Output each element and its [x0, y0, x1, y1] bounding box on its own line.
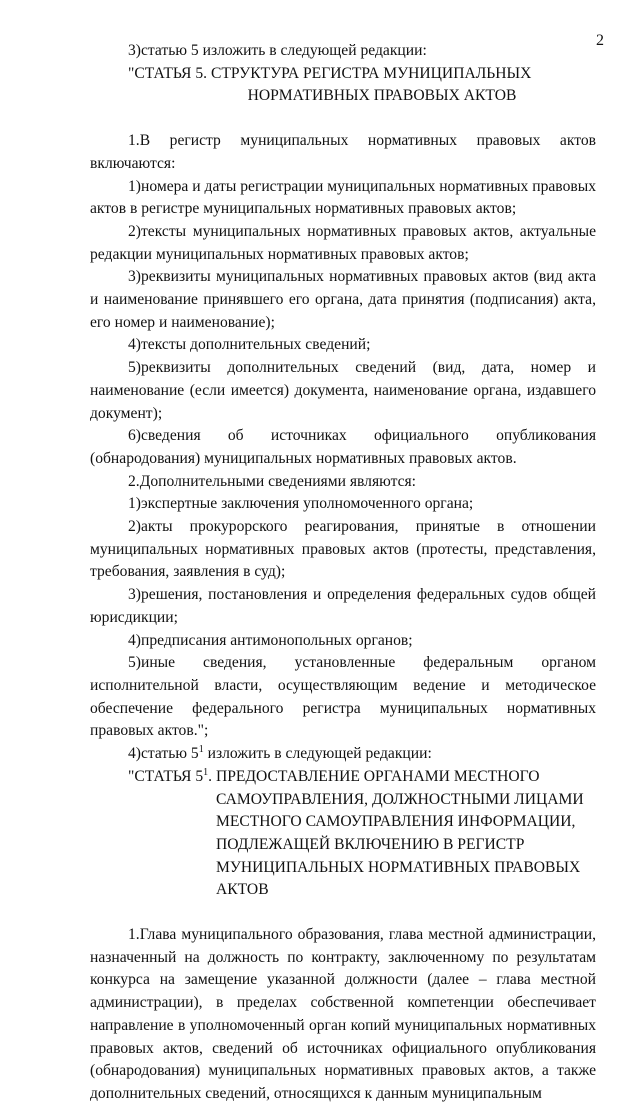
paragraph: 3)реквизиты муниципальных нормативных правовых актов (вид акта и наименование принявшего его органа, дата принятия (подписания) акта, его номер и наименование);	[90, 268, 596, 331]
article51-title-line: МУНИЦИПАЛЬНЫХ НОРМАТИВНЫХ ПРАВОВЫХ	[215, 858, 581, 876]
article51-title	[90, 766, 596, 902]
spacer	[90, 108, 596, 130]
item4-intro-sup: 1	[198, 743, 204, 755]
article51-lead-text: "СТАТЬЯ 5	[128, 767, 204, 785]
article51-title-line: МЕСТНОГО САМОУПРАВЛЕНИЯ ИНФОРМАЦИИ,	[215, 813, 576, 831]
item4-intro	[90, 743, 596, 766]
article5-title-line1: "СТАТЬЯ 5. СТРУКТУРА РЕГИСТРА МУНИЦИПАЛЬНЫХ	[128, 64, 532, 82]
paragraph: 4)тексты дополнительных сведений;	[128, 336, 371, 354]
document-body	[90, 40, 596, 1106]
spacer	[90, 902, 596, 924]
article5-title	[90, 63, 596, 108]
article51-title-lines	[216, 766, 584, 902]
article51-title-line: ПРЕДОСТАВЛЕНИЕ ОРГАНАМИ МЕСТНОГО	[215, 767, 540, 785]
article51-title-line: АКТОВ	[215, 881, 269, 899]
article51-lead	[128, 766, 216, 902]
paragraph: 2)тексты муниципальных нормативных правовых актов, актуальные редакции муниципальных нормативных правовых актов;	[90, 222, 596, 263]
paragraph: 1)номера и даты регистрации муниципальных нормативных правовых актов в регистре муниципальных нормативных правовых актов;	[90, 177, 596, 218]
paragraph: 5)иные сведения, установленные федеральным органом исполнительной власти, осуществляющим ведение и методическое обеспечение федерального регистра муниципальных нормативных правовых актов.";	[90, 654, 596, 740]
paragraph: 6)сведения об источниках официального опубликования (обнародования) муниципальных нормативных правовых актов.	[90, 427, 596, 467]
item4-intro-rest: изложить в следующей редакции:	[203, 745, 432, 763]
article51-title-line: ПОДЛЕЖАЩЕЙ ВКЛЮЧЕНИЮ В РЕГИСТР	[215, 835, 525, 853]
paragraph: 4)предписания антимонопольных органов;	[128, 631, 413, 649]
item4-intro-text: 4)статью 5	[128, 745, 199, 763]
article51-lead-rest: .	[208, 767, 216, 785]
paragraph: 1.Глава муниципального образования, глава местной администрации, назначенный на должность по контракту, заключенному по результатам конкурса на замещение указанной должности (далее – глава местной администрации), в пределах собственной компетенции обеспечивает направление в уполномоченный орган копий муниципальных нормативных правовых актов, сведений об источниках официального опубликования (обнародования) муниципальных нормативных правовых актов, а также дополнительных сведений, относящихся к данным муниципальным	[90, 926, 596, 1102]
paragraph: 2)акты прокурорского реагирования, принятые в отношении муниципальных нормативных правовых актов (протесты, представления, требования, заявления в суд);	[90, 518, 596, 581]
item3-intro: 3)статью 5 изложить в следующей редакции:	[128, 42, 427, 59]
article51-lead-sup: 1	[203, 766, 209, 778]
article5-title-line2: НОРМАТИВНЫХ ПРАВОВЫХ АКТОВ	[247, 87, 517, 105]
article51-title-line: САМОУПРАВЛЕНИЯ, ДОЛЖНОСТНЫМИ ЛИЦАМИ	[215, 790, 584, 808]
paragraph: 3)решения, постановления и определения федеральных судов общей юрисдикции;	[90, 586, 596, 626]
page-number: 2	[596, 32, 604, 49]
paragraph: 1)экспертные заключения уполномоченного органа;	[128, 495, 474, 513]
paragraph: 1.В регистр муниципальных нормативных правовых актов включаются:	[90, 132, 596, 172]
paragraph: 2.Дополнительными сведениями являются:	[128, 472, 416, 490]
paragraph: 5)реквизиты дополнительных сведений (вид, дата, номер и наименование (если имеется) документа, наименование органа, издавшего документ);	[90, 359, 596, 422]
